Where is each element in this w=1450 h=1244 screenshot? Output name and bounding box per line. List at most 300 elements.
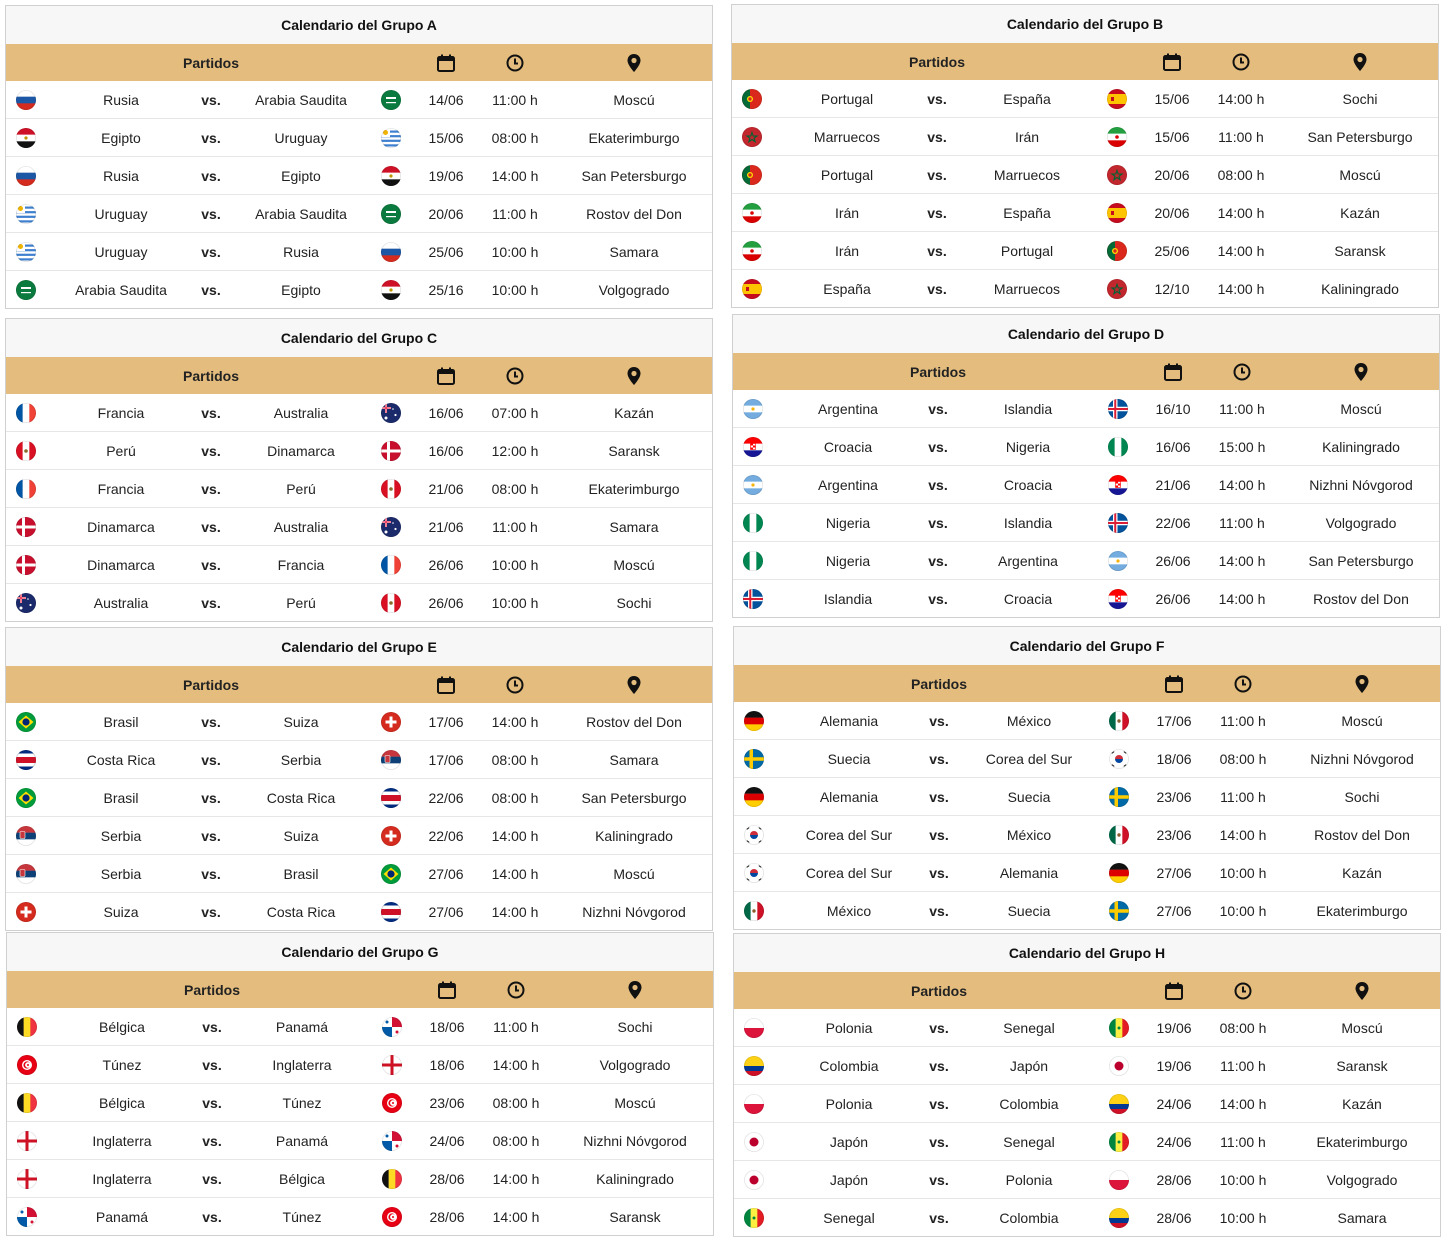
russia-flag-icon (16, 90, 36, 110)
match-date: 15/06 (1154, 128, 1190, 145)
iran-flag-icon (742, 203, 762, 223)
match-row (734, 1046, 1440, 1084)
senegal-flag-icon (1109, 1018, 1129, 1038)
away-team: Panamá (275, 1132, 329, 1149)
location-pin-icon (626, 366, 642, 386)
home-team: Portugal (820, 166, 874, 183)
matches-header: Partidos (182, 54, 240, 71)
vs-label: vs. (201, 91, 221, 108)
vs-label: vs. (928, 400, 948, 417)
location-pin-icon (626, 53, 642, 73)
match-time: 14:00 h (491, 903, 539, 920)
calendar-icon (1164, 674, 1184, 694)
match-row (732, 117, 1438, 155)
match-row (6, 232, 712, 270)
home-team: Dinamarca (87, 556, 155, 573)
home-team: Corea del Sur (805, 826, 893, 843)
mexico-flag-icon (1109, 825, 1129, 845)
clock-icon (1231, 52, 1251, 72)
match-date: 27/06 (428, 903, 464, 920)
match-row (734, 891, 1440, 929)
location-pin-icon (1353, 362, 1369, 382)
japan-flag-icon (744, 1170, 764, 1190)
germany-flag-icon (744, 787, 764, 807)
portugal-flag-icon (742, 165, 762, 185)
germany-flag-icon (744, 711, 764, 731)
table-header (732, 43, 1438, 80)
match-venue: Moscú (614, 1094, 656, 1111)
match-time: 08:00 h (1219, 1019, 1267, 1036)
match-date: 26/06 (1155, 590, 1191, 607)
away-team: Perú (286, 594, 316, 611)
vs-label: vs. (929, 1019, 949, 1036)
match-venue: Sochi (1344, 788, 1380, 805)
away-team: Costa Rica (266, 903, 336, 920)
away-team: Senegal (1003, 1019, 1055, 1036)
match-date: 28/06 (429, 1208, 465, 1225)
match-time: 14:00 h (1218, 476, 1266, 493)
away-team: Costa Rica (266, 789, 336, 806)
france-flag-icon (16, 479, 36, 499)
away-team: Colombia (999, 1095, 1059, 1112)
home-team: Polonia (825, 1095, 873, 1112)
away-team: Bélgica (279, 1170, 325, 1187)
away-team: Brasil (283, 865, 319, 882)
brazil-flag-icon (381, 864, 401, 884)
home-team: Rusia (103, 167, 139, 184)
match-time: 11:00 h (1220, 1057, 1266, 1074)
nigeria-flag-icon (743, 513, 763, 533)
match-venue: Moscú (1340, 400, 1382, 417)
match-date: 20/06 (1154, 204, 1190, 221)
table-header (6, 666, 712, 703)
portugal-flag-icon (742, 89, 762, 109)
away-team: Suecia (1007, 902, 1051, 919)
match-time: 10:00 h (1219, 1171, 1267, 1188)
match-venue: Kazán (1342, 1095, 1382, 1112)
match-row (6, 507, 712, 545)
clock-icon (505, 366, 525, 386)
match-venue: Volgogrado (598, 281, 670, 298)
russia-flag-icon (16, 166, 36, 186)
england-flag-icon (17, 1169, 37, 1189)
home-team: Portugal (820, 90, 874, 107)
match-row (6, 854, 712, 892)
poland-flag-icon (744, 1018, 764, 1038)
match-date: 24/06 (429, 1132, 465, 1149)
spain-flag-icon (742, 279, 762, 299)
match-row (734, 815, 1440, 853)
match-venue: Kazán (614, 404, 654, 421)
match-venue: Ekaterimburgo (588, 129, 680, 146)
match-time: 14:00 h (1217, 280, 1265, 297)
denmark-flag-icon (381, 441, 401, 461)
match-venue: Ekaterimburgo (1316, 1133, 1408, 1150)
match-row (734, 1122, 1440, 1160)
match-row (6, 431, 712, 469)
vs-label: vs. (201, 442, 221, 459)
match-date: 21/06 (428, 480, 464, 497)
match-date: 21/06 (1155, 476, 1191, 493)
home-team: Senegal (823, 1209, 875, 1226)
match-venue: Sochi (616, 594, 652, 611)
match-time: 11:00 h (1219, 514, 1265, 531)
vs-label: vs. (201, 205, 221, 222)
match-time: 14:00 h (491, 167, 539, 184)
away-team: Uruguay (274, 129, 328, 146)
match-date: 26/06 (428, 556, 464, 573)
clock-icon (505, 53, 525, 73)
vs-label: vs. (928, 552, 948, 569)
match-time: 11:00 h (1218, 128, 1264, 145)
vs-label: vs. (202, 1094, 222, 1111)
match-row (7, 1121, 713, 1159)
match-venue: Samara (609, 518, 659, 535)
group-card (733, 933, 1441, 1237)
vs-label: vs. (201, 167, 221, 184)
match-row (734, 853, 1440, 891)
home-team: Inglaterra (92, 1170, 152, 1187)
vs-label: vs. (201, 903, 221, 920)
home-team: Francia (97, 480, 145, 497)
home-team: Serbia (100, 827, 142, 844)
matches-list (734, 1009, 1440, 1236)
match-date: 23/06 (429, 1094, 465, 1111)
iceland-flag-icon (1108, 399, 1128, 419)
match-venue: Samara (609, 243, 659, 260)
match-row (734, 1160, 1440, 1198)
table-header (734, 972, 1440, 1009)
table-header (733, 353, 1439, 390)
vs-label: vs. (929, 788, 949, 805)
match-row (6, 545, 712, 583)
home-team: Arabia Saudita (75, 281, 167, 298)
match-date: 27/06 (1156, 902, 1192, 919)
group-card (733, 626, 1441, 930)
saudi-arabia-flag-icon (381, 204, 401, 224)
tunisia-flag-icon (382, 1207, 402, 1227)
argentina-flag-icon (743, 475, 763, 495)
match-row (6, 583, 712, 621)
match-venue: Kaliningrado (1321, 280, 1399, 297)
home-team: Brasil (103, 789, 139, 806)
vs-label: vs. (929, 1209, 949, 1226)
match-row (732, 193, 1438, 231)
calendar-icon (436, 366, 456, 386)
vs-label: vs. (201, 827, 221, 844)
matches-header: Partidos (910, 982, 968, 999)
away-team: Túnez (282, 1094, 322, 1111)
matches-header: Partidos (908, 53, 966, 70)
home-team: Marruecos (813, 128, 881, 145)
match-date: 23/06 (1156, 788, 1192, 805)
away-team: Suiza (283, 827, 319, 844)
home-team: Argentina (818, 400, 878, 417)
location-pin-icon (1354, 981, 1370, 1001)
iran-flag-icon (1107, 127, 1127, 147)
match-time: 11:00 h (493, 1018, 539, 1035)
location-pin-icon (626, 675, 642, 695)
colombia-flag-icon (1109, 1094, 1129, 1114)
home-team: Nigeria (825, 552, 871, 569)
match-row (6, 703, 712, 740)
away-team: Suecia (1007, 788, 1051, 805)
away-team: Arabia Saudita (255, 205, 347, 222)
egypt-flag-icon (381, 166, 401, 186)
match-time: 15:00 h (1218, 438, 1266, 455)
vs-label: vs. (928, 476, 948, 493)
iceland-flag-icon (1108, 513, 1128, 533)
match-row (734, 1009, 1440, 1046)
away-team: Dinamarca (267, 442, 335, 459)
vs-label: vs. (929, 750, 949, 767)
match-venue: Ekaterimburgo (588, 480, 680, 497)
away-team: Egipto (281, 281, 321, 298)
away-team: España (1003, 204, 1051, 221)
tunisia-flag-icon (17, 1055, 37, 1075)
vs-label: vs. (927, 204, 947, 221)
vs-label: vs. (202, 1018, 222, 1035)
match-venue: Kaliningrado (596, 1170, 674, 1187)
vs-label: vs. (201, 129, 221, 146)
match-venue: Saransk (1336, 1057, 1388, 1074)
group-card (731, 4, 1439, 308)
match-row (7, 1159, 713, 1197)
group-title: Calendario del Grupo G (7, 933, 713, 971)
away-team: Argentina (998, 552, 1058, 569)
match-date: 22/06 (428, 789, 464, 806)
match-date: 25/06 (428, 243, 464, 260)
portugal-flag-icon (1107, 241, 1127, 261)
away-team: Marruecos (993, 166, 1061, 183)
vs-label: vs. (929, 1057, 949, 1074)
match-time: 14:00 h (492, 1056, 540, 1073)
match-time: 14:00 h (1218, 590, 1266, 607)
match-row (6, 816, 712, 854)
match-date: 18/06 (429, 1056, 465, 1073)
switzerland-flag-icon (16, 902, 36, 922)
match-venue: Kazán (1340, 204, 1380, 221)
table-header (734, 665, 1440, 702)
match-date: 20/06 (428, 205, 464, 222)
home-team: Túnez (102, 1056, 142, 1073)
panama-flag-icon (382, 1017, 402, 1037)
location-pin-icon (627, 980, 643, 1000)
match-date: 25/16 (428, 281, 464, 298)
match-date: 20/06 (1154, 166, 1190, 183)
matches-list (733, 390, 1439, 617)
match-row (733, 465, 1439, 503)
away-team: Suiza (283, 713, 319, 730)
uruguay-flag-icon (16, 242, 36, 262)
match-date: 16/10 (1155, 400, 1191, 417)
home-team: Uruguay (94, 243, 148, 260)
match-time: 14:00 h (1218, 552, 1266, 569)
match-venue: Kaliningrado (595, 827, 673, 844)
table-header (7, 971, 713, 1008)
uruguay-flag-icon (16, 204, 36, 224)
vs-label: vs. (927, 280, 947, 297)
group-title: Calendario del Grupo B (732, 5, 1438, 43)
home-team: Irán (834, 242, 860, 259)
away-team: Australia (273, 404, 329, 421)
japan-flag-icon (744, 1132, 764, 1152)
senegal-flag-icon (1109, 1132, 1129, 1152)
match-venue: Sochi (1342, 90, 1378, 107)
match-time: 11:00 h (492, 518, 538, 535)
match-venue: Nizhni Nóvgorod (1310, 750, 1414, 767)
home-team: Polonia (825, 1019, 873, 1036)
match-row (732, 231, 1438, 269)
clock-icon (1233, 674, 1253, 694)
match-row (6, 156, 712, 194)
matches-header: Partidos (909, 363, 967, 380)
match-date: 18/06 (429, 1018, 465, 1035)
match-row (6, 778, 712, 816)
match-row (6, 270, 712, 308)
denmark-flag-icon (16, 517, 36, 537)
match-venue: Nizhni Nóvgorod (582, 903, 686, 920)
match-time: 10:00 h (491, 556, 539, 573)
match-date: 17/06 (428, 751, 464, 768)
match-date: 28/06 (1156, 1171, 1192, 1188)
match-date: 12/10 (1154, 280, 1190, 297)
england-flag-icon (17, 1131, 37, 1151)
match-date: 15/06 (1154, 90, 1190, 107)
match-row (733, 503, 1439, 541)
away-team: Corea del Sur (985, 750, 1073, 767)
match-date: 17/06 (428, 713, 464, 730)
calendar-icon (437, 980, 457, 1000)
away-team: Australia (273, 518, 329, 535)
matches-list (6, 81, 712, 308)
match-date: 16/06 (428, 442, 464, 459)
match-venue: Volgogrado (599, 1056, 671, 1073)
vs-label: vs. (928, 438, 948, 455)
group-title: Calendario del Grupo A (6, 6, 712, 44)
vs-label: vs. (927, 242, 947, 259)
away-team: Portugal (1000, 242, 1054, 259)
table-header (6, 44, 712, 81)
home-team: Suecia (827, 750, 871, 767)
home-team: Francia (97, 404, 145, 421)
match-row (6, 892, 712, 930)
australia-flag-icon (16, 593, 36, 613)
vs-label: vs. (201, 518, 221, 535)
costa-rica-flag-icon (381, 902, 401, 922)
match-time: 14:00 h (491, 713, 539, 730)
match-date: 23/06 (1156, 826, 1192, 843)
home-team: Egipto (101, 129, 141, 146)
match-row (733, 541, 1439, 579)
match-time: 11:00 h (1220, 788, 1266, 805)
match-venue: Kazán (1342, 864, 1382, 881)
england-flag-icon (382, 1055, 402, 1075)
spain-flag-icon (1107, 89, 1127, 109)
match-date: 28/06 (1156, 1209, 1192, 1226)
match-venue: Rostov del Don (1313, 590, 1409, 607)
clock-icon (1232, 362, 1252, 382)
vs-label: vs. (202, 1056, 222, 1073)
home-team: Alemania (819, 788, 879, 805)
germany-flag-icon (1109, 863, 1129, 883)
match-venue: Saransk (608, 442, 660, 459)
argentina-flag-icon (743, 399, 763, 419)
morocco-flag-icon (1107, 279, 1127, 299)
away-team: Inglaterra (272, 1056, 332, 1073)
away-team: Croacia (1003, 590, 1053, 607)
vs-label: vs. (927, 90, 947, 107)
vs-label: vs. (201, 865, 221, 882)
calendar-icon (436, 675, 456, 695)
away-team: México (1006, 826, 1052, 843)
match-date: 26/06 (1155, 552, 1191, 569)
colombia-flag-icon (1109, 1208, 1129, 1228)
senegal-flag-icon (744, 1208, 764, 1228)
match-row (734, 1198, 1440, 1236)
match-date: 14/06 (428, 91, 464, 108)
home-team: España (823, 280, 871, 297)
peru-flag-icon (381, 479, 401, 499)
vs-label: vs. (201, 480, 221, 497)
match-date: 28/06 (429, 1170, 465, 1187)
home-team: Argentina (818, 476, 878, 493)
saudi-arabia-flag-icon (16, 280, 36, 300)
match-date: 27/06 (428, 865, 464, 882)
match-time: 10:00 h (1219, 902, 1267, 919)
match-venue: Volgogrado (1325, 514, 1397, 531)
vs-label: vs. (929, 1095, 949, 1112)
match-venue: Nizhni Nóvgorod (1309, 476, 1413, 493)
match-date: 16/06 (1155, 438, 1191, 455)
match-date: 24/06 (1156, 1095, 1192, 1112)
match-time: 10:00 h (1219, 1209, 1267, 1226)
morocco-flag-icon (742, 127, 762, 147)
tunisia-flag-icon (382, 1093, 402, 1113)
matches-list (732, 80, 1438, 307)
match-venue: Nizhni Nóvgorod (583, 1132, 687, 1149)
home-team: Dinamarca (87, 518, 155, 535)
match-row (7, 1197, 713, 1235)
away-team: Marruecos (993, 280, 1061, 297)
match-row (732, 155, 1438, 193)
south-korea-flag-icon (744, 825, 764, 845)
match-date: 25/06 (1154, 242, 1190, 259)
away-team: España (1003, 90, 1051, 107)
vs-label: vs. (927, 128, 947, 145)
match-date: 26/06 (428, 594, 464, 611)
switzerland-flag-icon (381, 712, 401, 732)
away-team: Francia (277, 556, 325, 573)
match-time: 14:00 h (1217, 90, 1265, 107)
colombia-flag-icon (744, 1056, 764, 1076)
matches-header: Partidos (183, 981, 241, 998)
match-venue: San Petersburgo (1308, 552, 1414, 569)
match-row (733, 579, 1439, 617)
match-time: 11:00 h (1219, 400, 1265, 417)
away-team: Alemania (999, 864, 1059, 881)
vs-label: vs. (929, 902, 949, 919)
match-venue: Volgogrado (1326, 1171, 1398, 1188)
match-row (6, 194, 712, 232)
match-venue: Ekaterimburgo (1316, 902, 1408, 919)
match-time: 08:00 h (492, 1094, 540, 1111)
japan-flag-icon (1109, 1056, 1129, 1076)
australia-flag-icon (381, 517, 401, 537)
match-row (734, 702, 1440, 739)
away-team: Rusia (283, 243, 319, 260)
away-team: Egipto (281, 167, 321, 184)
